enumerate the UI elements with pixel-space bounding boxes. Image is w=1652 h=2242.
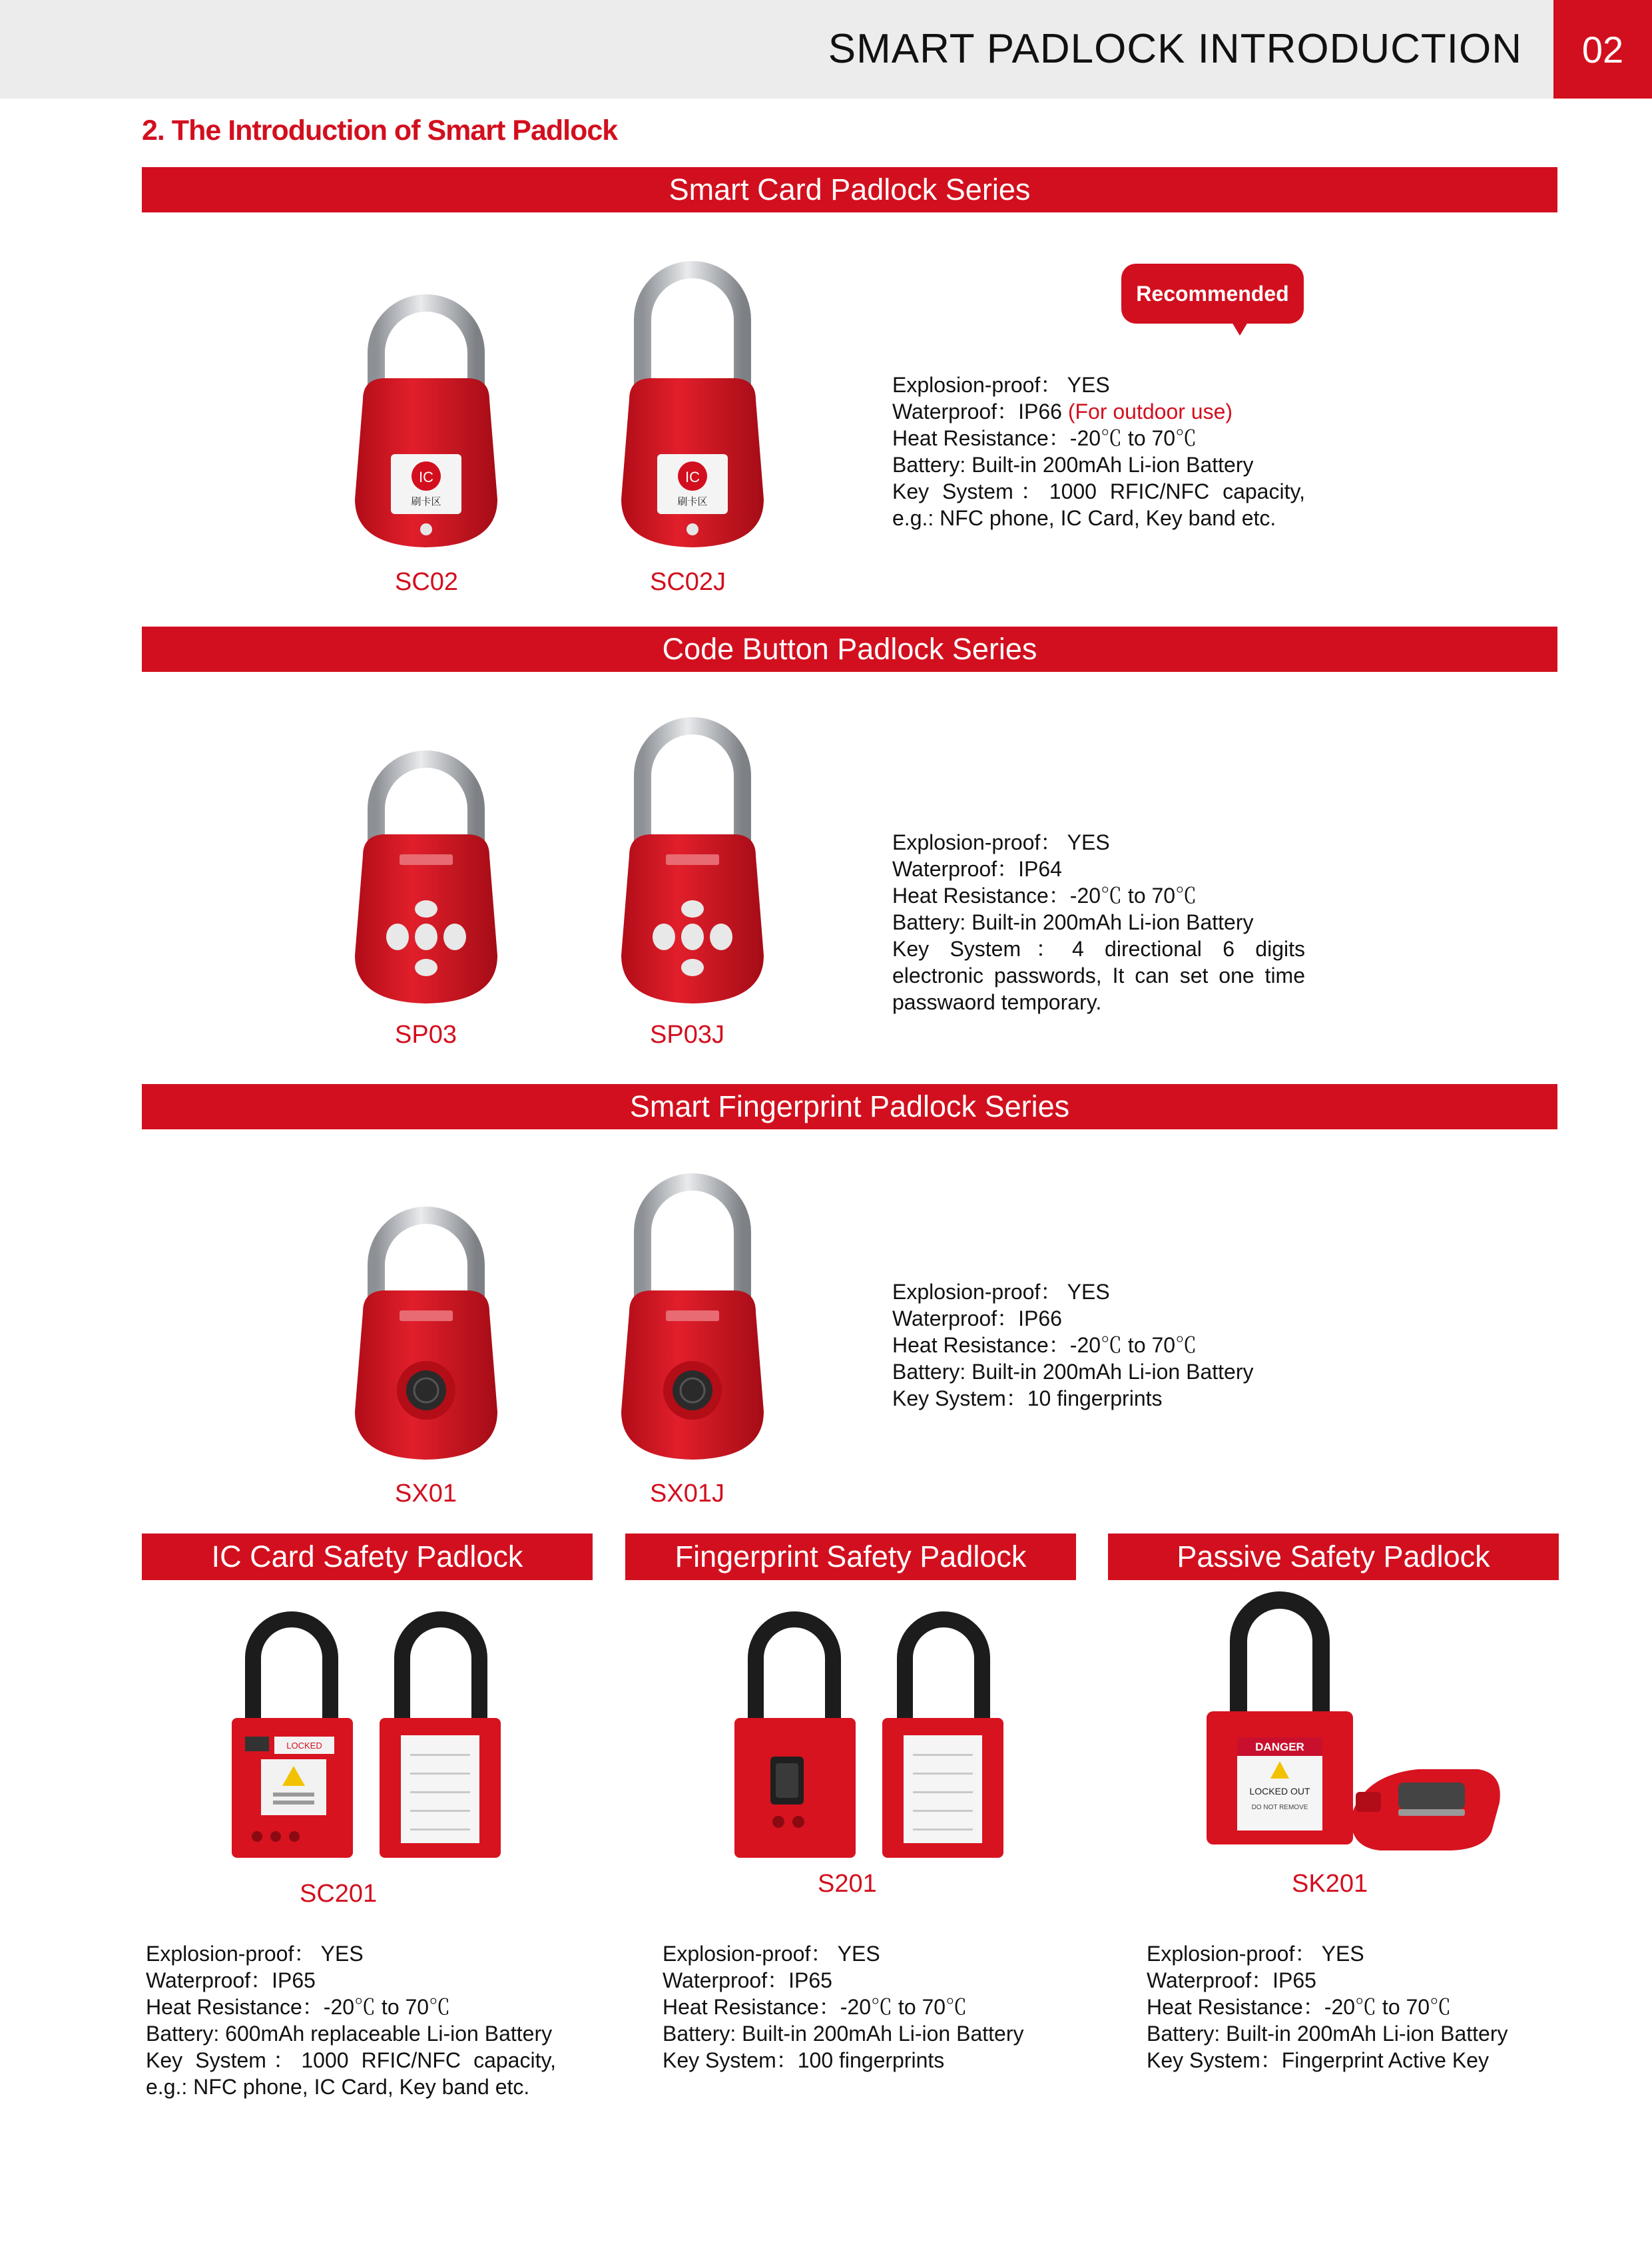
spec-key-system: Key System：10 fingerprints <box>892 1386 1163 1410</box>
do-not-remove-label: DO NOT REMOVE <box>1251 1804 1308 1811</box>
spec-key-system: Key System：1000 RFIC/NFC capacity, e.g.: NFC phone, IC Card, Key band etc. <box>146 2048 556 2099</box>
series-banner-smart-card: Smart Card Padlock Series <box>142 167 1557 212</box>
spec-heat: Heat Resistance：-20℃ to 70℃ <box>892 1333 1197 1357</box>
spec-heat: Heat Resistance：-20℃ to 70℃ <box>892 884 1197 908</box>
padlock-sc201-image <box>226 1611 506 1864</box>
model-label: SX01J <box>650 1480 724 1508</box>
model-label: SP03J <box>650 1021 724 1049</box>
padlock-sc02j-image <box>616 266 769 553</box>
safety-banner-ic-card: IC Card Safety Padlock <box>142 1534 593 1580</box>
padlock-sp03j-image <box>616 722 769 1009</box>
spec-battery: Battery: Built-in 200mAh Li-ion Battery <box>892 1360 1254 1384</box>
spec-key-system: Key System：Fingerprint Active Key <box>1147 2048 1489 2072</box>
safety-banner-passive: Passive Safety Padlock <box>1108 1534 1559 1580</box>
spec-waterproof: Waterproof：IP64 <box>892 857 1062 881</box>
spec-explosion: Explosion-proof： YES <box>146 1942 364 1966</box>
spec-waterproof: Waterproof：IP65 <box>663 1968 832 1992</box>
spec-heat: Heat Resistance：-20℃ to 70℃ <box>663 1995 967 2019</box>
spec-list <box>1147 1940 1559 2074</box>
spec-explosion: Explosion-proof： YES <box>1147 1942 1364 1966</box>
card-reader-label: IC <box>419 469 433 485</box>
spec-waterproof: Waterproof：IP65 <box>146 1968 316 1992</box>
spec-explosion: Explosion-proof： YES <box>892 373 1110 397</box>
spec-explosion: Explosion-proof： YES <box>892 830 1110 854</box>
padlock-sc02-image <box>350 300 503 553</box>
padlock-sp03-image <box>350 756 503 1009</box>
swipe-zone-label: 刷卡区 <box>411 496 441 507</box>
spec-explosion: Explosion-proof： YES <box>892 1280 1110 1304</box>
swipe-zone-label: 刷卡区 <box>677 496 708 507</box>
padlock-sx01j-image <box>616 1179 769 1465</box>
model-label: SX01 <box>395 1480 457 1508</box>
spec-list <box>663 1940 1075 2074</box>
spec-heat: Heat Resistance：-20℃ to 70℃ <box>146 1995 451 2019</box>
page-number: 02 <box>1553 0 1652 99</box>
model-label: SK201 <box>1292 1870 1368 1898</box>
spec-explosion: Explosion-proof： YES <box>663 1942 880 1966</box>
spec-battery: Battery: Built-in 200mAh Li-ion Battery <box>892 910 1254 934</box>
spec-heat: Heat Resistance：-20℃ to 70℃ <box>1147 1995 1452 2019</box>
spec-battery: Battery: Built-in 200mAh Li-ion Battery <box>1147 2022 1508 2046</box>
recommended-badge-pointer <box>1232 322 1248 336</box>
page-header-title: SMART PADLOCK INTRODUCTION <box>828 26 1522 72</box>
spec-waterproof: Waterproof：IP65 <box>1147 1968 1316 1992</box>
tag-locked-label: LOCKED <box>286 1741 322 1751</box>
spec-list <box>892 372 1305 531</box>
spec-heat: Heat Resistance：-20℃ to 70℃ <box>892 426 1197 450</box>
spec-key-system: Key System：100 fingerprints <box>663 2048 945 2072</box>
card-reader-label: IC <box>685 469 700 485</box>
padlock-sx01-image <box>350 1212 503 1465</box>
recommended-badge: Recommended <box>1121 264 1304 324</box>
spec-battery: Battery: 600mAh replaceable Li-ion Battery <box>146 2022 553 2046</box>
model-label: S201 <box>818 1870 877 1898</box>
model-label: SC02 <box>395 568 459 596</box>
series-banner-code-button: Code Button Padlock Series <box>142 627 1557 672</box>
spec-key-system: Key System：4 directional 6 digits electronic passwords, It can set one time passwaord temporary. <box>892 937 1305 1014</box>
model-label: SC201 <box>300 1880 378 1908</box>
danger-label: DANGER <box>1255 1741 1304 1753</box>
spec-waterproof: Waterproof：IP66 (For outdoor use) <box>892 400 1233 423</box>
spec-list <box>146 1940 556 2100</box>
padlock-s201-image <box>729 1611 1009 1864</box>
safety-banner-fingerprint: Fingerprint Safety Padlock <box>625 1534 1076 1580</box>
spec-key-system: Key System：1000 RFIC/NFC capacity, e.g.: NFC phone, IC Card, Key band etc. <box>892 479 1305 530</box>
spec-list <box>892 1278 1305 1412</box>
section-title: 2. The Introduction of Smart Padlock <box>142 115 618 146</box>
series-banner-fingerprint: Smart Fingerprint Padlock Series <box>142 1084 1557 1129</box>
outdoor-note: (For outdoor use) <box>1067 400 1233 423</box>
spec-list <box>892 829 1305 1015</box>
spec-battery: Battery: Built-in 200mAh Li-ion Battery <box>892 453 1254 477</box>
spec-battery: Battery: Built-in 200mAh Li-ion Battery <box>663 2022 1024 2046</box>
padlock-sk201-image <box>1199 1595 1505 1868</box>
model-label: SC02J <box>650 568 726 596</box>
model-label: SP03 <box>395 1021 457 1049</box>
locked-out-label: LOCKED OUT <box>1249 1786 1310 1797</box>
spec-waterproof: Waterproof：IP66 <box>892 1306 1062 1330</box>
